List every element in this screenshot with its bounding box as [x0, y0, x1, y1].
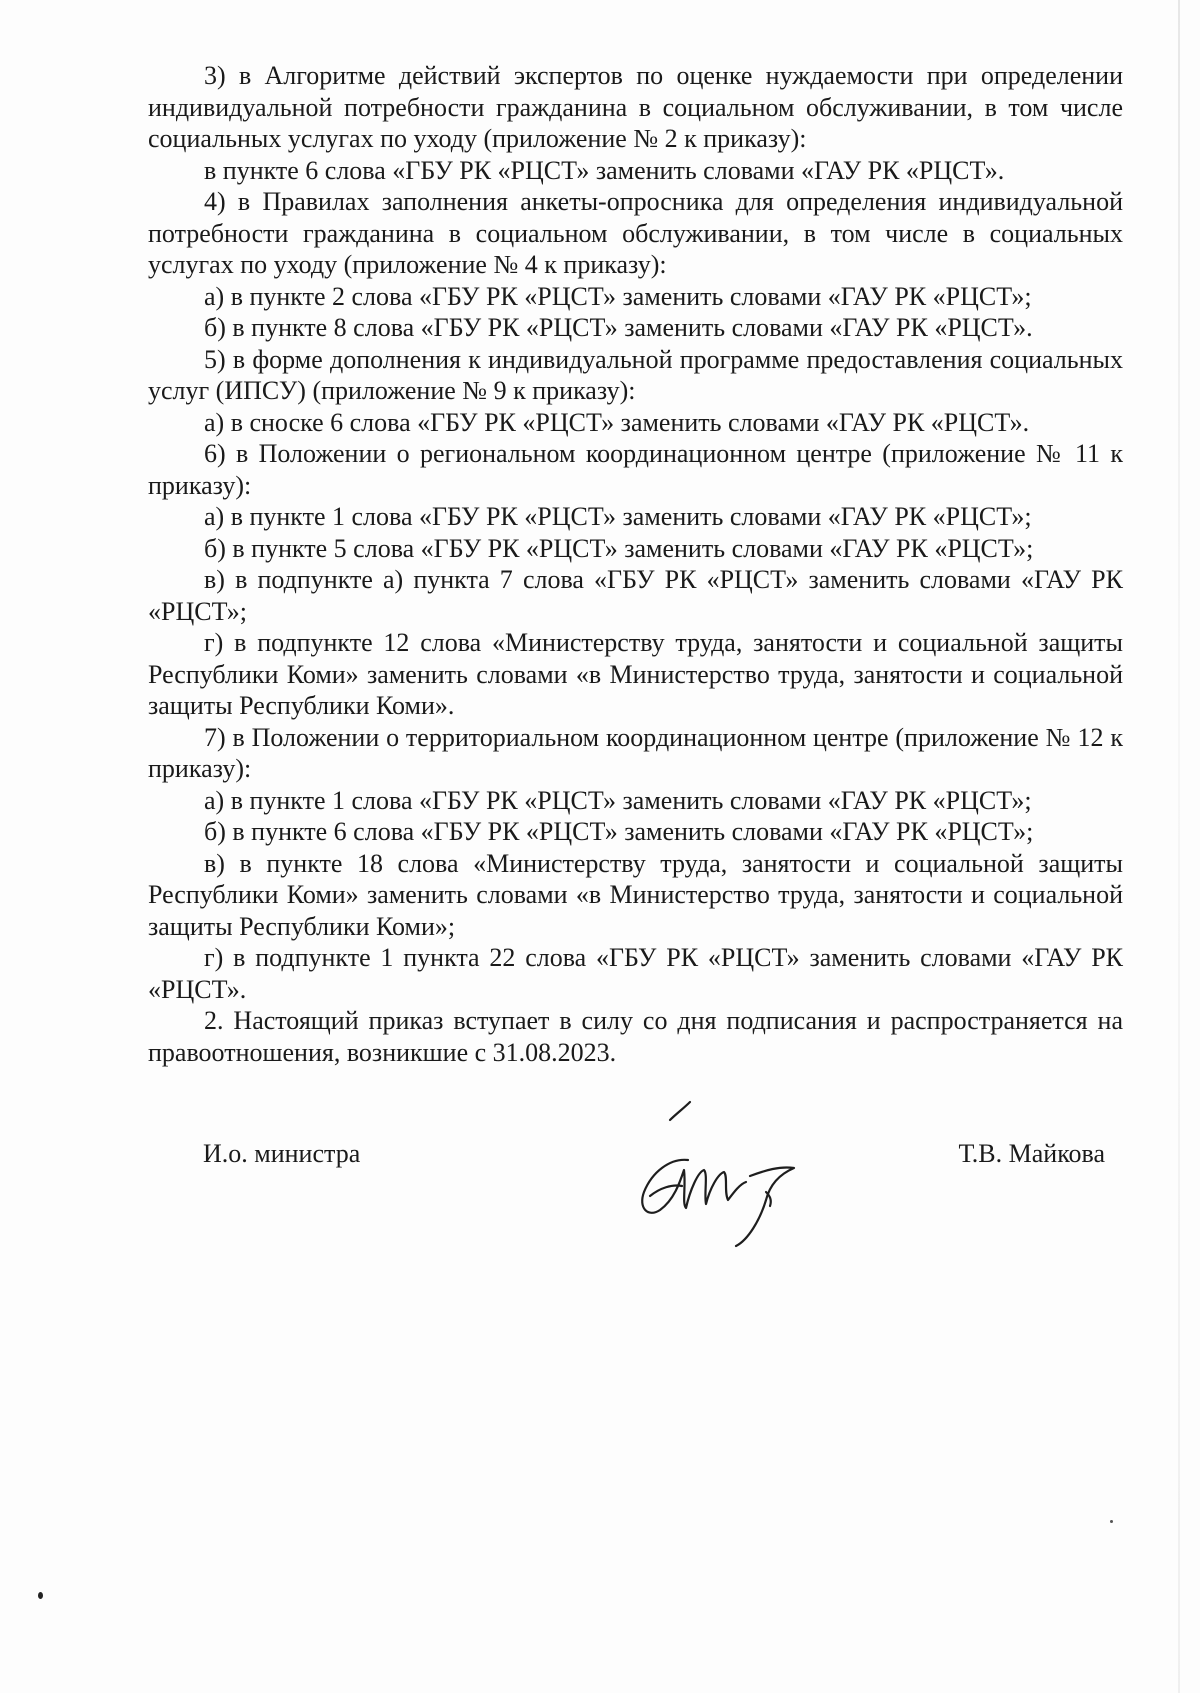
- paragraph-item-7g: г) в подпункте 1 пункта 22 слова «ГБУ РК «РЦСТ» заменить словами «ГАУ РК «РЦСТ».: [148, 943, 1123, 1004]
- scan-edge-shadow: [1178, 0, 1180, 1693]
- scan-speck: [38, 1592, 43, 1599]
- paragraph-item-7: 7) в Положении о территориальном координационном центре (приложение № 12 к приказу):: [148, 722, 1123, 783]
- paragraph-item-7v: в) в пункте 18 слова «Министерству труда, занятости и социальной защиты Республики Коми» заменить словами «в Министерство труда, занятости и социальной защиты Республики Коми»;: [148, 848, 1123, 941]
- paragraph-item-6v: в) в подпункте а) пункта 7 слова «ГБУ РК «РЦСТ» заменить словами «ГАУ РК «РЦСТ»;: [148, 565, 1123, 626]
- paragraph-item-4a: а) в пункте 2 слова «ГБУ РК «РЦСТ» заменить словами «ГАУ РК «РЦСТ»;: [204, 281, 1032, 311]
- signatory-position: И.о. министра: [203, 1139, 361, 1168]
- paragraph-item-3: 3) в Алгоритме действий экспертов по оценке нуждаемости при определении индивидуальной потребности гражданина в социальном обслуживании, в том числе социальных услугах по уходу (приложение № 2 к приказу):: [148, 61, 1123, 153]
- paragraph-item-4b: б) в пункте 8 слова «ГБУ РК «РЦСТ» заменить словами «ГАУ РК «РЦСТ».: [204, 313, 1033, 342]
- scan-speck: [1110, 1520, 1113, 1523]
- paragraph-item-7b: б) в пункте 6 слова «ГБУ РК «РЦСТ» заменить словами «ГАУ РК «РЦСТ»;: [204, 817, 1034, 846]
- paragraph-effective-date: 2. Настоящий приказ вступает в силу со дня подписания и распространяется на правоотношения, возникшие с 31.08.2023.: [148, 1006, 1123, 1067]
- document-body: [148, 60, 1123, 1068]
- paragraph-item-6: 6) в Положении о региональном координационном центре (приложение № 11 к приказу):: [148, 439, 1123, 500]
- paragraph-item-3-point-6: в пункте 6 слова «ГБУ РК «РЦСТ» заменить словами «ГАУ РК «РЦСТ».: [204, 155, 1005, 185]
- paragraph-item-6g: г) в подпункте 12 слова «Министерству труда, занятости и социальной защиты Республики Коми» заменить словами «в Министерство труда, занятости и социальной защиты Республики Коми».: [148, 628, 1123, 720]
- paragraph-item-5a: а) в сноске 6 слова «ГБУ РК «РЦСТ» заменить словами «ГАУ РК «РЦСТ».: [204, 407, 1030, 437]
- paragraph-item-6b: б) в пункте 5 слова «ГБУ РК «РЦСТ» заменить словами «ГАУ РК «РЦСТ»;: [204, 533, 1034, 563]
- signatory-name: Т.В. Майкова: [958, 1139, 1105, 1168]
- handwritten-signature: [630, 1100, 810, 1250]
- paragraph-item-6a: а) в пункте 1 слова «ГБУ РК «РЦСТ» заменить словами «ГАУ РК «РЦСТ»;: [204, 502, 1032, 531]
- paragraph-item-4: 4) в Правилах заполнения анкеты-опросника для определения индивидуальной потребности гражданина в социальном обслуживании, в том числе в социальных услугах по уходу (приложение № 4 к приказу):: [148, 187, 1123, 279]
- paragraph-item-7a: а) в пункте 1 слова «ГБУ РК «РЦСТ» заменить словами «ГАУ РК «РЦСТ»;: [204, 785, 1032, 815]
- paragraph-item-5: 5) в форме дополнения к индивидуальной программе предоставления социальных услуг (ИПСУ) (приложение № 9 к приказу):: [148, 344, 1123, 405]
